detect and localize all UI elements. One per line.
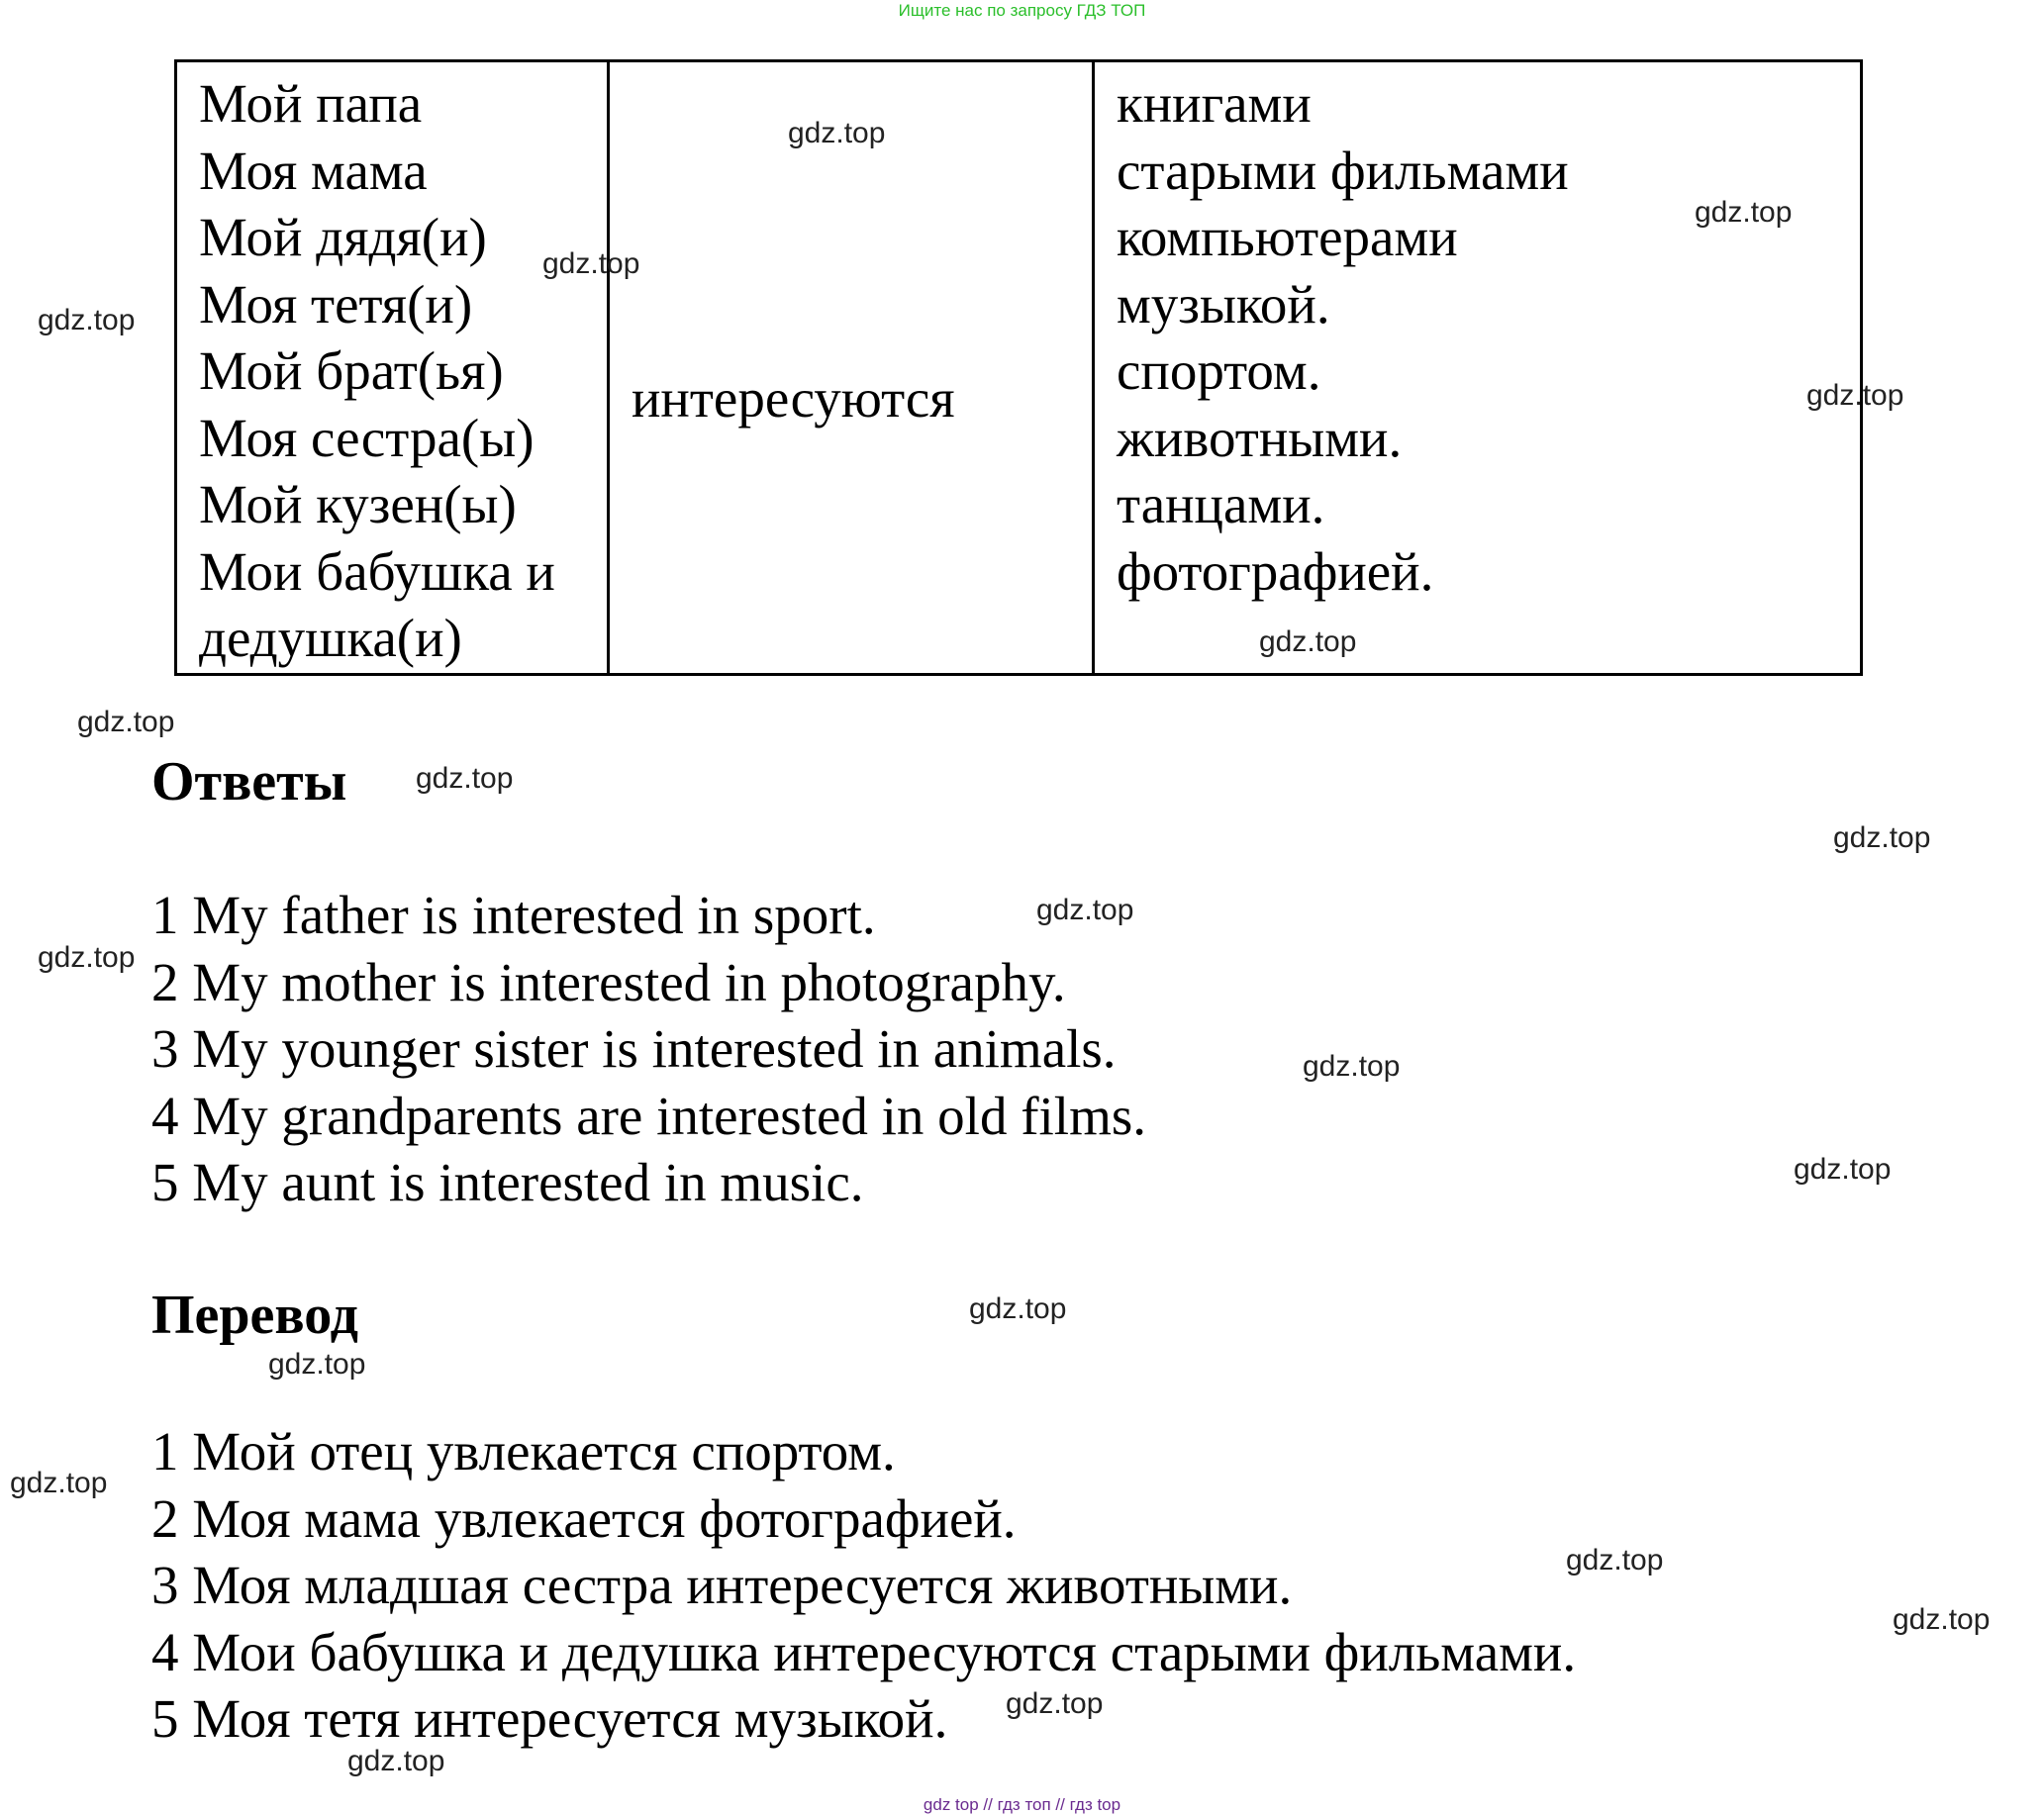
subject-cell: Мой брат(ья) [199,340,504,401]
watermark: gdz.top [10,1467,108,1499]
watermark: gdz.top [1893,1603,1991,1636]
translation-line: 5 Моя тетя интересуется музыкой. [151,1688,948,1749]
answer-line: 2 My mother is interested in photography. [151,951,1066,1012]
watermark: gdz.top [268,1348,366,1381]
watermark: gdz.top [1006,1687,1104,1720]
answer-line: 5 My aunt is interested in music. [151,1152,864,1212]
translation-list [151,1418,1576,1753]
watermark: gdz.top [1695,196,1793,229]
subject-cell: Моя тетя(и) [199,273,473,334]
translation-heading: Перевод [151,1285,358,1346]
object-cell: фотографией. [1117,540,1434,602]
subject-cell: Мой папа [199,73,423,134]
watermark: gdz.top [969,1292,1067,1325]
watermark: gdz.top [1259,625,1357,658]
watermark: gdz.top [1303,1050,1401,1083]
translation-line: 2 Моя мама увлекается фотографией. [151,1487,1017,1549]
watermark: gdz.top [542,247,640,280]
subject-cell: Моя сестра(ы) [199,407,535,468]
answer-line: 3 My younger sister is interested in animals. [151,1018,1117,1079]
object-cell: компьютерами [1117,207,1458,267]
translation-line: 4 Мои бабушка и дедушка интересуются старыми фильмами. [151,1621,1577,1682]
objects-column [1095,62,1860,673]
verb-column [610,62,1095,673]
answers-list [151,882,1146,1216]
watermark: gdz.top [1794,1153,1892,1186]
subject-cell: дедушка(и) [199,608,462,668]
watermark: gdz.top [1833,821,1931,854]
subject-cell: Моя мама [199,140,428,201]
watermark: gdz.top [38,941,136,974]
verb-cell: интересуются [632,368,955,429]
subject-cell: Мой дядя(и) [199,207,487,267]
footer-links: gdz top // гдз топ // гдз top [923,1795,1121,1814]
translation-line: 3 Моя младшая сестра интересуется животными. [151,1555,1293,1615]
top-banner: Ищите нас по запросу ГДЗ ТОП [898,1,1146,20]
object-cell: книгами [1117,73,1312,134]
watermark: gdz.top [77,706,175,738]
answers-heading: Ответы [151,751,347,812]
object-cell: спортом. [1117,340,1321,401]
answer-line: 4 My grandparents are interested in old films. [151,1085,1147,1146]
object-cell: животными. [1117,407,1403,468]
translation-line: 1 Мой отец увлекается спортом. [151,1421,896,1481]
watermark: gdz.top [38,304,136,336]
subject-cell: Мой кузен(ы) [199,474,517,534]
watermark: gdz.top [788,117,886,149]
object-cell: музыкой. [1117,273,1330,334]
phrase-table [174,59,1863,676]
watermark: gdz.top [416,762,514,795]
object-cell: танцами. [1117,474,1325,534]
answer-line: 1 My father is interested in sport. [151,885,876,945]
subject-cell: Мои бабушка и [199,540,555,602]
watermark: gdz.top [1036,894,1134,926]
watermark: gdz.top [347,1745,445,1777]
watermark: gdz.top [1806,379,1904,412]
object-cell: старыми фильмами [1117,140,1569,201]
watermark: gdz.top [1566,1544,1664,1576]
subjects-column [177,62,610,673]
